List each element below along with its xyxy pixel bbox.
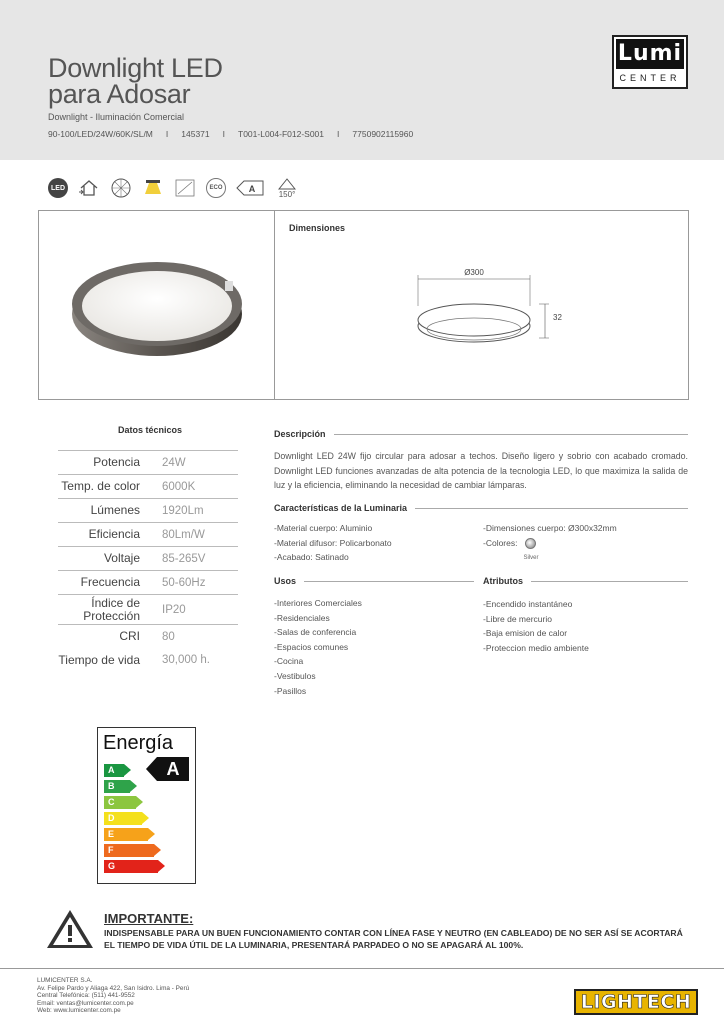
description-text: Downlight LED 24W fijo circular para adosar a techos. Diseño ligero y sobrio con acabado cromado. Downlight LED funciones avanzadas de alta potencia de la tecnologia LED, lo que maximiza la salida de luz y la eficiencia, eliminando la necesidad de cambiar lámparas. [274, 451, 688, 490]
house-icon [78, 177, 100, 199]
description-heading: Descripción [274, 429, 326, 439]
energy-label [97, 727, 196, 884]
list-item: -Proteccion medio ambiente [483, 642, 589, 653]
color-swatch [523, 536, 538, 566]
list-item: -Encendido instantáneo [483, 599, 573, 609]
tech-value: 1920Lm [162, 504, 204, 517]
colors-label: -Colores: [483, 537, 518, 548]
product-subtitle: Downlight - Iluminación Comercial [48, 112, 185, 122]
tech-data-table [58, 450, 238, 672]
warning-icon [45, 908, 95, 950]
led-icon: LED [48, 178, 68, 198]
tech-row-efficiency [58, 522, 238, 546]
list-item: -Pasillos [274, 685, 307, 696]
separator: I [337, 129, 340, 139]
company-email: Email: ventas@lumicenter.com.pe [37, 999, 134, 1007]
title-line-2: para Adosar [48, 79, 191, 109]
lightech-text: LIGHTECH [580, 991, 692, 1013]
company-address: Av. Felipe Pardo y Aliaga 422, San Isidro. Lima - Perú [37, 984, 190, 992]
features-right-list [483, 521, 617, 565]
tech-label: Tiempo de vida [58, 652, 140, 667]
atributos-heading: Atributos [483, 576, 523, 586]
tech-row-color-temp [58, 474, 238, 498]
important-title: IMPORTANTE: [104, 911, 194, 926]
eco-icon: ECO [206, 178, 226, 198]
tech-value: 80 [162, 630, 175, 643]
height-label: 32 [553, 313, 562, 322]
tech-label: Índice de Protección [83, 595, 140, 623]
tech-value: 80Lm/W [162, 528, 205, 541]
energy-title: Energía [103, 732, 174, 754]
atributos-list [483, 597, 589, 655]
silver-finish-icon [310, 177, 332, 199]
dimensions-box [275, 210, 689, 400]
list-item: -Residenciales [274, 612, 330, 623]
tech-label: CRI [119, 629, 140, 643]
tech-data-title: Datos técnicos [118, 425, 183, 435]
list-item: -Material difusor: Policarbonato [274, 537, 392, 548]
sku-code: 145371 [181, 129, 210, 139]
energy-bar-b: B [104, 780, 130, 793]
tech-row-power [58, 450, 238, 474]
ceiling-lamp-icon [142, 177, 164, 199]
lumicenter-logo [612, 35, 688, 89]
product-image-box [38, 210, 275, 400]
separator: I [165, 129, 169, 139]
usos-title [274, 576, 474, 586]
tech-row-frequency [58, 570, 238, 594]
tech-label: Voltaje [103, 551, 140, 565]
separator: I [222, 129, 226, 139]
list-item: -Baja emision de calor [483, 628, 568, 639]
beam-angle-icon [274, 175, 300, 201]
features-heading: Características de la Luminaria [274, 503, 408, 513]
silver-swatch-icon [525, 538, 536, 549]
colors-row [483, 536, 617, 566]
features-title [274, 503, 688, 513]
list-item: -Dimensiones cuerpo: Ø300x32mm [483, 523, 617, 533]
energy-rating-arrow: A [157, 757, 189, 781]
tech-row-lumens [58, 498, 238, 522]
diameter-label: Ø300 [464, 268, 484, 277]
model-code: 90-100/LED/24W/60K/SL/M [48, 129, 153, 139]
energy-bar-c: C [104, 796, 136, 809]
tech-value: 85-265V [162, 552, 206, 565]
list-item: -Vestibulos [274, 670, 316, 681]
logo-top-text: Lumi [616, 39, 684, 69]
description-title [274, 429, 688, 439]
tech-value: IP20 [162, 603, 186, 616]
energy-class-letter: A [248, 184, 256, 194]
usos-list [274, 596, 362, 698]
company-web: Web: www.lumicenter.com.pe [37, 1007, 121, 1015]
list-item: -Espacios comunes [274, 641, 349, 652]
product-photo [39, 211, 276, 401]
title-line-1: Downlight LED [48, 53, 223, 83]
company-name: LUMICENTER S.A. [37, 977, 93, 984]
tech-label: Potencia [93, 455, 140, 469]
dimensions-title: Dimensiones [289, 223, 346, 233]
tech-value: 50-60Hz [162, 576, 206, 589]
category-code: T001-L004-F012-S001 [238, 129, 325, 139]
important-text: INDISPENSABLE PARA UN BUEN FUNCIONAMIENTO CONTAR CON LÍNEA FASE Y NEUTRO (EN CABLEADO) DE NO SER ASÍ SE ACORTARÁ EL TIEMPO DE VIDA ÚTIL DE LA LUMINARIA, PRESENTARÁ PARPADEO O NO SE APAGARÁ AL 100%. [104, 928, 683, 950]
beam-angle-label: 150° [278, 189, 296, 199]
product-title [48, 55, 223, 107]
globe-icon [110, 177, 132, 199]
list-item: -Libre de mercurio [483, 613, 552, 624]
tech-value: 24W [162, 456, 186, 469]
energy-bar-e: E [104, 828, 148, 841]
tech-row-protection [58, 594, 238, 624]
usos-heading: Usos [274, 576, 297, 586]
logo-bottom-text: CENTER [619, 73, 681, 83]
tech-label: Eficiencia [88, 527, 140, 541]
tech-label: Lúmenes [90, 503, 140, 517]
list-item: -Salas de conferencia [274, 627, 357, 638]
tech-value: 30,000 h. [162, 654, 210, 666]
company-phone: Central Telefónica: (511) 441-9552 [37, 992, 135, 1000]
tech-label: Frecuencia [80, 575, 140, 589]
tech-row-lifetime [58, 648, 238, 672]
list-item: -Interiores Comerciales [274, 598, 362, 608]
company-info [37, 977, 189, 1015]
tech-row-voltage [58, 546, 238, 570]
list-item: -Material cuerpo: Aluminio [274, 523, 373, 533]
dim-icon [174, 177, 196, 199]
tech-row-cri [58, 624, 238, 648]
features-left-list [274, 521, 392, 565]
tech-value: 6000K [162, 480, 196, 493]
list-item: -Cocina [274, 656, 304, 667]
lightech-logo [574, 989, 698, 1015]
product-codes [48, 129, 413, 139]
color-name: Silver [523, 554, 539, 561]
energy-bar-f: F [104, 844, 154, 857]
energy-bar-d: D [104, 812, 142, 825]
list-item: -Acabado: Satinado [274, 552, 349, 563]
tech-label: Temp. de color [61, 479, 140, 493]
barcode-number: 7750902115960 [352, 129, 414, 139]
footer-divider [0, 968, 724, 969]
dimensions-drawing [275, 211, 689, 401]
energy-bar-g: G [104, 860, 158, 873]
header-band [0, 0, 724, 160]
energy-class-icon [236, 177, 264, 199]
feature-icons-row [48, 175, 332, 201]
energy-bar-a: A [104, 764, 124, 777]
atributos-title [483, 576, 688, 586]
